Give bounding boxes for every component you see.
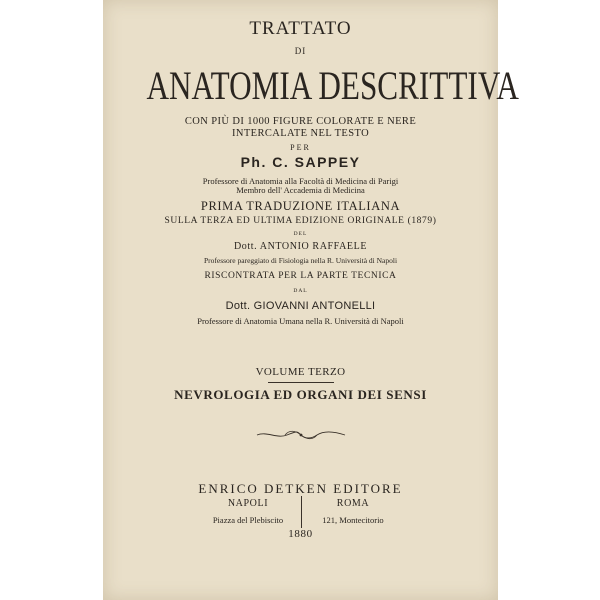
- figures-line-2: INTERCALATE NEL TESTO: [231, 128, 370, 139]
- translation-line: PRIMA TRADUZIONE ITALIANA: [200, 199, 401, 213]
- word-di: DI: [294, 46, 307, 56]
- ornament-flourish-icon: [255, 428, 347, 442]
- author-role-1: Professore di Anatomia alla Facoltà di Medicina di Parigi: [202, 176, 399, 186]
- revised-line: RISCONTRATA PER LA PARTE TECNICA: [204, 271, 397, 281]
- publication-year: 1880: [288, 528, 313, 540]
- volume-rule: [268, 382, 334, 383]
- translator-name: Dott. ANTONIO RAFFAELE: [233, 241, 368, 252]
- figures-line-1: CON PIÙ DI 1000 FIGURE COLORATE E NERE: [184, 116, 417, 127]
- volume-label: VOLUME TERZO: [255, 366, 346, 378]
- word-dal: DAL: [293, 288, 308, 294]
- author-name: Ph. C. SAPPEY: [240, 154, 361, 170]
- reviser-name: Dott. GIOVANNI ANTONELLI: [225, 300, 376, 312]
- publisher-location-roma: [293, 498, 413, 525]
- volume-subject: NEVROLOGIA ED ORGANI DEI SENSI: [174, 387, 427, 402]
- publisher-location-napoli: [188, 498, 308, 525]
- book-title-page: [103, 0, 519, 600]
- edition-line: SULLA TERZA ED ULTIMA EDIZIONE ORIGINALE (1879): [164, 216, 437, 226]
- publisher-name: ENRICO DETKEN EDITORE: [198, 481, 403, 496]
- city-roma: ROMA: [336, 498, 370, 509]
- main-title: ANATOMIA DESCRITTIVA: [146, 63, 519, 108]
- heading-trattato: TRATTATO: [249, 18, 352, 39]
- address-roma: 121, Montecitorio: [322, 515, 384, 525]
- translator-role: Professore pareggiato di Fisiologia nella R. Università di Napoli: [203, 256, 398, 265]
- address-napoli: Piazza del Plebiscito: [212, 515, 284, 525]
- word-del: DEL: [293, 231, 308, 237]
- city-napoli: NAPOLI: [227, 498, 269, 509]
- word-per: PER: [290, 143, 311, 152]
- author-role-2: Membro dell' Accademia di Medicina: [236, 185, 365, 195]
- reviser-role: Professore di Anatomia Umana nella R. Università di Napoli: [197, 316, 404, 326]
